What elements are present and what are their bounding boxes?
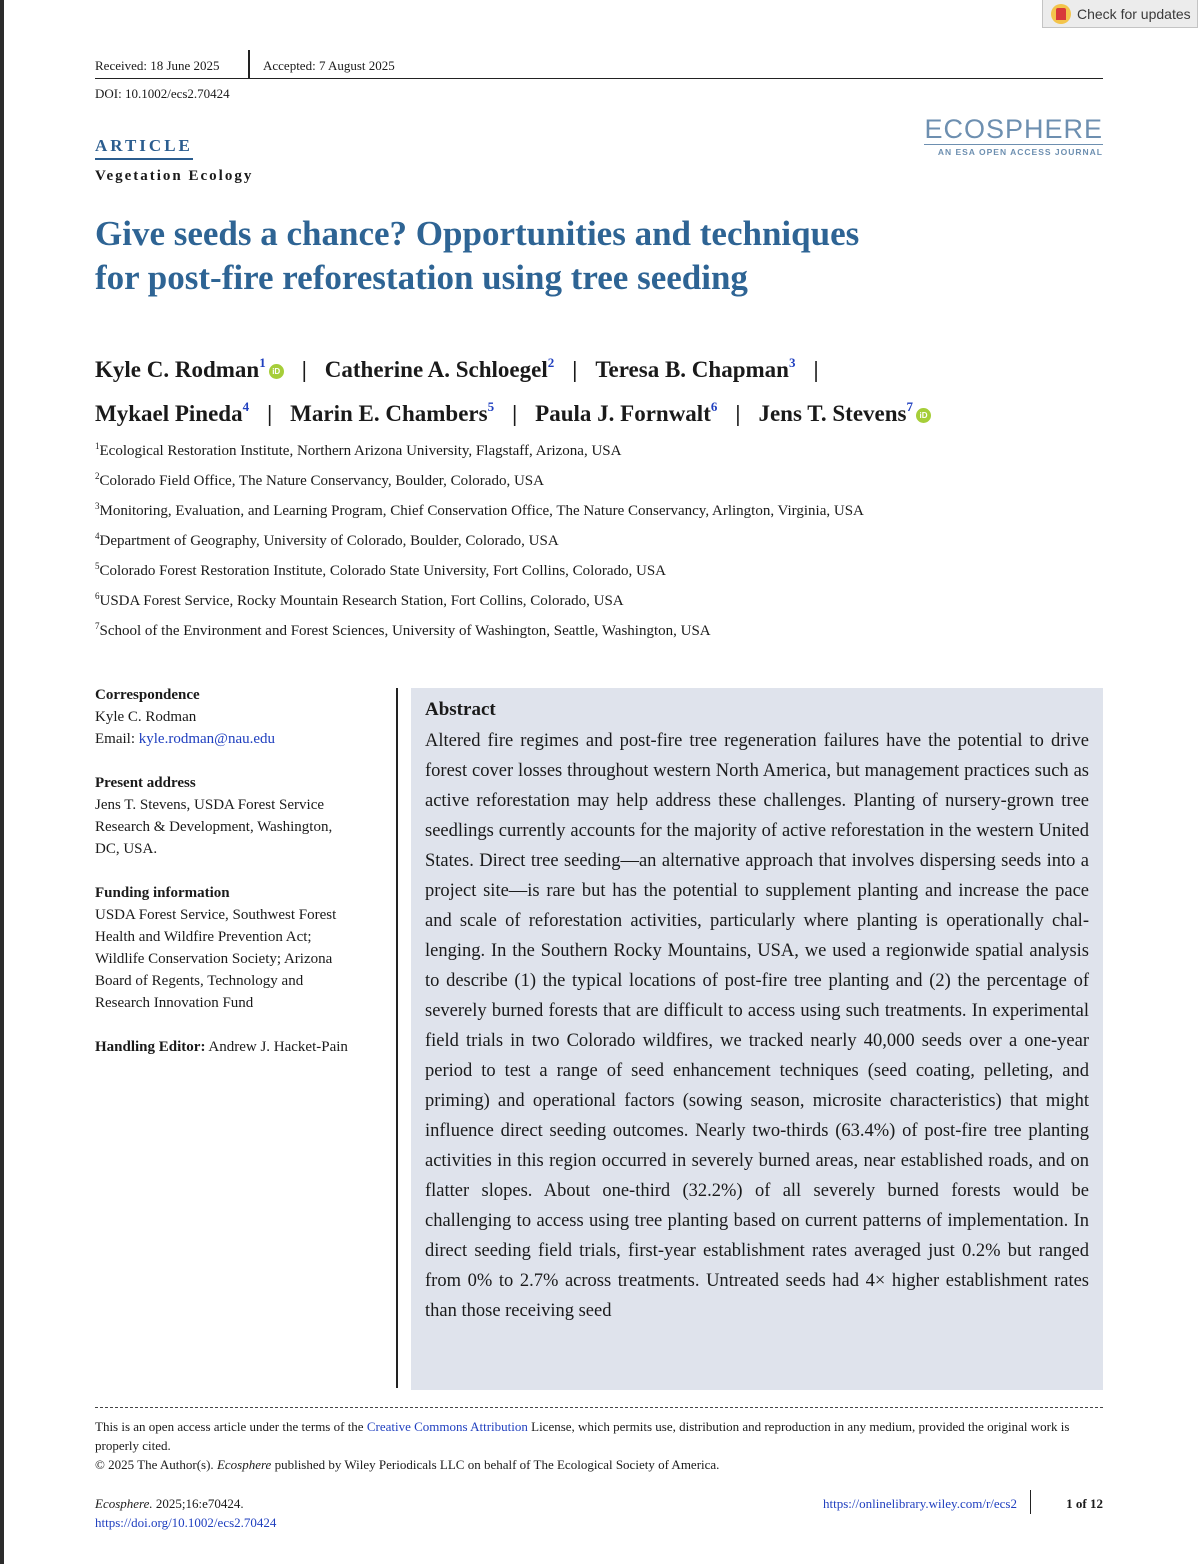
author-separator: | xyxy=(813,357,819,382)
column-divider xyxy=(396,688,398,1388)
affiliation-ref[interactable]: 2 xyxy=(547,355,555,370)
affiliation-number: 2 xyxy=(95,471,100,481)
author-separator: | xyxy=(512,401,518,426)
email-label: Email: xyxy=(95,731,139,747)
affiliation-text: Ecological Restoration Institute, Northern Arizona University, Flagstaff, Arizona, USA xyxy=(99,443,622,459)
article-type: ARTICLE xyxy=(95,136,193,160)
article-info-sidebar xyxy=(95,684,387,1080)
affiliation-text: Monitoring, Evaluation, and Learning Program, Chief Conservation Office, The Nature Conservancy, Arlington, Virginia, USA xyxy=(99,503,864,519)
present-address-line: Jens T. Stevens, USDA Forest Service xyxy=(95,797,325,813)
title-line: Give seeds a chance? Opportunities and techniques xyxy=(95,214,860,253)
copyright-journal: Ecosphere xyxy=(216,1457,272,1472)
header-meta xyxy=(95,56,1103,79)
journal-url-link[interactable]: https://onlinelibrary.wiley.com/r/ecs2 xyxy=(823,1496,1017,1511)
author-name: Kyle C. Rodman xyxy=(95,357,260,382)
author-name: Jens T. Stevens xyxy=(758,401,907,426)
present-address-block xyxy=(95,772,387,860)
journal-tagline: AN ESA OPEN ACCESS JOURNAL xyxy=(924,144,1103,157)
author-separator: | xyxy=(301,357,307,382)
author-name: Mykael Pineda xyxy=(95,401,243,426)
title-line: for post-fire reforestation using tree seeding xyxy=(95,258,748,297)
affiliation-item xyxy=(95,436,864,466)
affiliation-number: 3 xyxy=(95,501,100,511)
correspondence-heading: Correspondence xyxy=(95,687,200,703)
affiliation-item xyxy=(95,526,864,556)
copyright-line xyxy=(95,1455,1103,1474)
footer-divider xyxy=(95,1407,1103,1408)
header-separator xyxy=(248,50,250,78)
subject-area: Vegetation Ecology xyxy=(95,168,254,184)
correspondence-name: Kyle C. Rodman xyxy=(95,709,197,725)
affiliation-item xyxy=(95,556,864,586)
author-list xyxy=(95,344,1105,432)
affiliation-text: USDA Forest Service, Rocky Mountain Research Station, Fort Collins, Colorado, USA xyxy=(99,593,624,609)
journal-name: ECOSPHERE xyxy=(924,114,1103,144)
affiliation-text: Colorado Field Office, The Nature Conservancy, Boulder, Colorado, USA xyxy=(99,473,544,489)
email-link[interactable]: kyle.rodman@nau.edu xyxy=(138,731,276,747)
affiliation-ref[interactable]: 5 xyxy=(487,399,495,414)
author-separator: | xyxy=(267,401,273,426)
doi: DOI: 10.1002/ecs2.70424 xyxy=(95,86,230,101)
affiliation-number: 7 xyxy=(95,621,100,631)
handling-editor-name: Andrew J. Hacket-Pain xyxy=(205,1039,348,1055)
funding-block xyxy=(95,882,387,1014)
footer-citation-text: 2025;16:e70424. xyxy=(152,1496,244,1511)
affiliation-ref[interactable]: 6 xyxy=(710,399,718,414)
bookmark-icon xyxy=(1051,4,1071,24)
funding-line: Health and Wildfire Prevention Act; xyxy=(95,929,312,945)
journal-logo xyxy=(924,114,1103,157)
affiliation-number: 4 xyxy=(95,531,100,541)
footer-journal: Ecosphere. xyxy=(95,1496,153,1511)
affiliation-text: Colorado Forest Restoration Institute, Colorado State University, Fort Collins, Colorado, USA xyxy=(99,563,666,579)
funding-line: Research Innovation Fund xyxy=(95,995,254,1011)
present-address-line: Research & Development, Washington, xyxy=(95,819,333,835)
license-notice xyxy=(95,1417,1103,1474)
received-date: Received: 18 June 2025 xyxy=(95,58,220,73)
footer-citation xyxy=(95,1494,276,1532)
license-post: License, which permits use, distribution and reproduction in any medium, provided the original work is properly cited. xyxy=(95,1419,1070,1453)
present-address-heading: Present address xyxy=(95,775,196,791)
author-separator: | xyxy=(572,357,578,382)
affiliation-ref[interactable]: 4 xyxy=(242,399,250,414)
affiliation-item xyxy=(95,496,864,526)
author-name: Teresa B. Chapman xyxy=(595,357,789,382)
affiliation-item xyxy=(95,616,864,646)
copyright-pre: © 2025 The Author(s). xyxy=(95,1457,217,1472)
abstract-box xyxy=(411,688,1103,1390)
creative-commons-link[interactable]: Creative Commons Attribution xyxy=(366,1419,528,1434)
footer-separator xyxy=(1030,1490,1032,1514)
affiliation-item xyxy=(95,586,864,616)
copyright-post: published by Wiley Periodicals LLC on behalf of The Ecological Society of America. xyxy=(271,1457,720,1472)
affiliation-item xyxy=(95,466,864,496)
author-name: Catherine A. Schloegel xyxy=(324,357,548,382)
funding-line: USDA Forest Service, Southwest Forest xyxy=(95,907,337,923)
handling-editor-block xyxy=(95,1036,387,1058)
affiliation-text: School of the Environment and Forest Sciences, University of Washington, Seattle, Washington, USA xyxy=(99,623,711,639)
author-name: Paula J. Fornwalt xyxy=(535,401,711,426)
funding-heading: Funding information xyxy=(95,885,230,901)
affiliation-ref[interactable]: 1 xyxy=(259,355,266,370)
affiliation-number: 1 xyxy=(95,441,100,451)
page-edge xyxy=(0,0,4,1564)
abstract-heading: Abstract xyxy=(425,699,496,720)
handling-editor-label: Handling Editor: xyxy=(95,1039,206,1055)
license-pre: This is an open access article under the terms of the xyxy=(95,1419,367,1434)
correspondence-block xyxy=(95,684,387,750)
author-separator: | xyxy=(735,401,741,426)
affiliation-text: Department of Geography, University of Colorado, Boulder, Colorado, USA xyxy=(99,533,559,549)
check-for-updates-label: Check for updates xyxy=(1077,5,1191,22)
abstract-text: Altered fire regimes and post-fire tree regeneration failures have the potential to drive forest cover losses throughout western North America, but management practices such as active reforestation may help address these challenges. Planting of nursery-grown tree seedlings currently accounts for the majority of active reforestation in the western United States. Direct tree seeding—an alternative approach that involves dispersing seeds into a project site—is rare but has the potential to supplement planting and increase the pace and scale of reforestation activities, particularly where planting is operationally challenging. In the Southern Rocky Mountains, USA, we used a regionwide spatial analysis to describe (1) the typical locations of post-fire tree planting and (2) the percentage of severely burned forests that are difficult to access using such treatments. In experimental field trials in two Colorado wildfires, we tracked nearly 40,000 seeds over a one-year period to test a range of seed enhancement techniques (seed coating, pelleting, and priming) and operational factors (sowing season, microsite characteristics) that might influence direct seeding outcomes. Nearly two-thirds (63.4%) of post-fire tree planting activities in this region occurred in severely burned areas, near established roads, and on flatter slopes. About one-third (32.2%) of all severely burned forests would be challenging to access using tree planting based on current patterns of implementation. In direct seeding field trials, first-year establishment rates averaged just 0.2% but ranged from 0% to 2.7% across treatments. Untreated seeds had 4× higher establishment rates than those receiving seed xyxy=(425,731,1089,1321)
footer-doi-link[interactable]: https://doi.org/10.1002/ecs2.70424 xyxy=(95,1515,277,1530)
page-number: 1 of 12 xyxy=(1066,1496,1103,1511)
affiliation-ref[interactable]: 7 xyxy=(906,399,913,414)
orcid-icon[interactable]: iD xyxy=(916,408,931,423)
check-for-updates-button[interactable] xyxy=(1042,0,1198,28)
affiliation-ref[interactable]: 3 xyxy=(788,355,796,370)
present-address-line: DC, USA. xyxy=(95,841,158,857)
affiliation-number: 5 xyxy=(95,561,100,571)
page-title xyxy=(95,212,1015,300)
affiliation-list xyxy=(95,436,864,646)
funding-line: Board of Regents, Technology and xyxy=(95,973,304,989)
email-line xyxy=(95,728,387,750)
license-text xyxy=(95,1417,1103,1455)
orcid-icon[interactable]: iD xyxy=(269,364,284,379)
affiliation-number: 6 xyxy=(95,591,100,601)
accepted-date: Accepted: 7 August 2025 xyxy=(263,58,395,73)
author-name: Marin E. Chambers xyxy=(290,401,488,426)
funding-line: Wildlife Conservation Society; Arizona xyxy=(95,951,333,967)
